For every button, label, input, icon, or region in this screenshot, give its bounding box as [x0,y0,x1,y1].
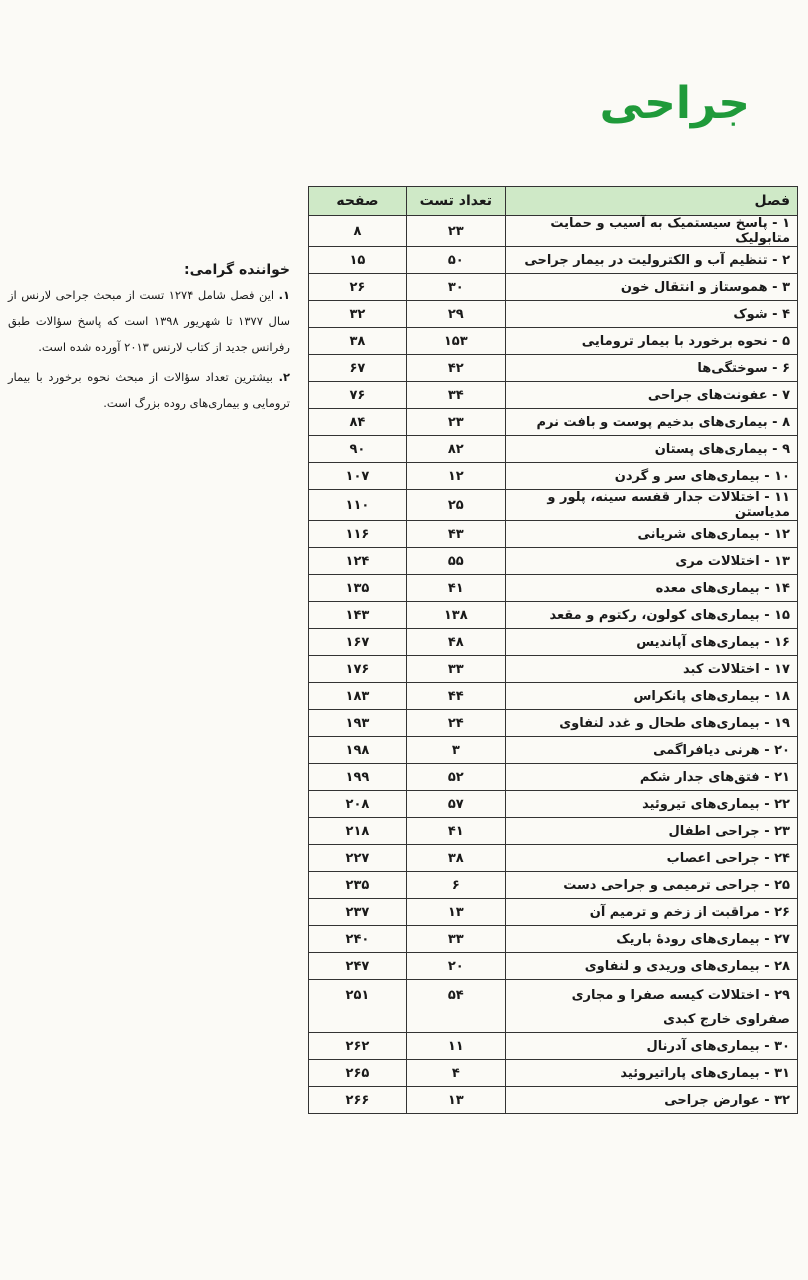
count-cell: ۲۰ [406,953,505,980]
note-item-number: ۲. [278,370,290,384]
chapter-cell: ۲۲ - بیماری‌های تیروئید [505,791,797,818]
count-cell: ۱۳ [406,899,505,926]
table-row [309,764,798,791]
table-row [309,436,798,463]
reader-note [8,262,290,420]
count-cell: ۲۳ [406,216,505,247]
table-row [309,490,798,521]
note-item-number: ۱. [278,288,290,302]
count-cell: ۳۳ [406,926,505,953]
table-row [309,1087,798,1114]
header-page: صفحه [309,187,407,216]
table-header-row [309,187,798,216]
table-row [309,274,798,301]
table-row [309,382,798,409]
count-cell: ۲۵ [406,490,505,521]
page-cell: ۱۱۶ [309,521,407,548]
page-cell: ۲۱۸ [309,818,407,845]
page-cell: ۲۵۱ [309,980,407,1033]
table-row [309,1060,798,1087]
chapter-cell: ۳۲ - عوارض جراحی [505,1087,797,1114]
count-cell: ۵۲ [406,764,505,791]
table-row [309,247,798,274]
count-cell: ۳۰ [406,274,505,301]
page-cell: ۳۸ [309,328,407,355]
chapter-cell: ۱۶ - بیماری‌های آپاندیس [505,629,797,656]
page-cell: ۹۰ [309,436,407,463]
page-cell: ۷۶ [309,382,407,409]
chapter-cell: ۱۸ - بیماری‌های پانکراس [505,683,797,710]
page-cell: ۶۷ [309,355,407,382]
count-cell: ۴۱ [406,575,505,602]
page-cell: ۱۹۸ [309,737,407,764]
table-row [309,575,798,602]
table-row [309,521,798,548]
count-cell: ۱۳۸ [406,602,505,629]
chapter-cell: ۲۱ - فتق‌های جدار شکم [505,764,797,791]
chapter-cell: ۱۹ - بیماری‌های طحال و غدد لنفاوی [505,710,797,737]
chapter-cell: ۳ - هموستاز و انتقال خون [505,274,797,301]
header-count: تعداد تست [406,187,505,216]
page-cell: ۱۰۷ [309,463,407,490]
count-cell: ۵۰ [406,247,505,274]
page-cell: ۱۵ [309,247,407,274]
chapter-cell: ۲۳ - جراحی اطفال [505,818,797,845]
chapter-cell: ۲۸ - بیماری‌های وریدی و لنفاوی [505,953,797,980]
count-cell: ۱۲ [406,463,505,490]
page-cell: ۲۶ [309,274,407,301]
table-row [309,980,798,1033]
page-cell: ۲۶۲ [309,1033,407,1060]
chapter-cell: ۲۶ - مراقبت از زخم و ترمیم آن [505,899,797,926]
chapter-cell: ۵ - نحوه برخورد با بیمار ترومایی [505,328,797,355]
chapter-cell: ۱۷ - اختلالات کبد [505,656,797,683]
table-body [309,216,798,1114]
table-row [309,683,798,710]
note-item [8,282,290,360]
table-row [309,899,798,926]
table-row [309,953,798,980]
note-item-text: این فصل شامل ۱۲۷۴ تست از مبحث جراحی لارنس از سال ۱۳۷۷ تا شهریور ۱۳۹۸ است که پاسخ سؤالات طبق رفرانس جدید از کتاب لارنس ۲۰۱۳ آورده شده است. [8,288,290,354]
chapter-cell: ۱۱ - اختلالات جدار قفسه سینه، پلور و مدیاستن [505,490,797,521]
chapter-cell: ۲۷ - بیماری‌های رودهٔ باریک [505,926,797,953]
table-row [309,409,798,436]
chapter-cell: ۱۰ - بیماری‌های سر و گردن [505,463,797,490]
page-cell: ۱۲۴ [309,548,407,575]
page-cell: ۱۴۳ [309,602,407,629]
page-cell: ۲۲۷ [309,845,407,872]
page-cell: ۲۴۰ [309,926,407,953]
chapter-cell: ۱۲ - بیماری‌های شریانی [505,521,797,548]
table-row [309,355,798,382]
chapter-cell: ۲۹ - اختلالات کیسه صفرا و مجاری صفراوی خارج کبدی [505,980,797,1033]
table-row [309,548,798,575]
note-heading: خواننده گرامی: [184,262,290,278]
page-cell: ۱۶۷ [309,629,407,656]
chapter-cell: ۱۳ - اختلالات مری [505,548,797,575]
count-cell: ۲۳ [406,409,505,436]
table-row [309,818,798,845]
count-cell: ۳ [406,737,505,764]
table-row [309,463,798,490]
chapter-cell: ۲۴ - جراحی اعصاب [505,845,797,872]
count-cell: ۲۹ [406,301,505,328]
note-item-text: بیشترین تعداد سؤالات از مبحث نحوه برخورد با بیمار ترومایی و بیماری‌های روده بزرگ است. [8,370,290,410]
page-cell: ۲۳۷ [309,899,407,926]
chapter-cell: ۶ - سوختگی‌ها [505,355,797,382]
chapter-cell: ۲۵ - جراحی ترمیمی و جراحی دست [505,872,797,899]
page-title: جراحی [599,78,750,129]
count-cell: ۴۲ [406,355,505,382]
count-cell: ۱۵۳ [406,328,505,355]
page-cell: ۱۱۰ [309,490,407,521]
table-row [309,872,798,899]
table-row [309,710,798,737]
count-cell: ۳۳ [406,656,505,683]
page-cell: ۲۳۵ [309,872,407,899]
chapter-cell: ۱۴ - بیماری‌های معده [505,575,797,602]
table-row [309,301,798,328]
chapter-cell: ۸ - بیماری‌های بدخیم پوست و بافت نرم [505,409,797,436]
count-cell: ۱۳ [406,1087,505,1114]
count-cell: ۴۴ [406,683,505,710]
page-cell: ۱۹۹ [309,764,407,791]
table-row [309,791,798,818]
chapter-cell: ۴ - شوک [505,301,797,328]
page-cell: ۲۶۶ [309,1087,407,1114]
chapter-cell: ۱ - پاسخ سیستمیک به آسیب و حمایت متابولیک [505,216,797,247]
count-cell: ۴۳ [406,521,505,548]
page-cell: ۸ [309,216,407,247]
header-chapter: فصل [505,187,797,216]
page-cell: ۲۰۸ [309,791,407,818]
chapter-cell: ۷ - عفونت‌های جراحی [505,382,797,409]
page-cell: ۱۷۶ [309,656,407,683]
count-cell: ۴ [406,1060,505,1087]
count-cell: ۵۴ [406,980,505,1033]
count-cell: ۳۸ [406,845,505,872]
chapter-cell: ۹ - بیماری‌های پستان [505,436,797,463]
chapter-cell: ۳۰ - بیماری‌های آدرنال [505,1033,797,1060]
table-row [309,845,798,872]
chapter-cell: ۳۱ - بیماری‌های پاراتیروئید [505,1060,797,1087]
table-row [309,737,798,764]
page-cell: ۱۳۵ [309,575,407,602]
count-cell: ۴۸ [406,629,505,656]
table-row [309,602,798,629]
count-cell: ۶ [406,872,505,899]
table-row [309,656,798,683]
chapter-cell: ۱۵ - بیماری‌های کولون، رکتوم و مقعد [505,602,797,629]
chapter-cell: ۲۰ - هرنی دیافراگمی [505,737,797,764]
chapters-table [308,186,798,1114]
page-cell: ۱۹۳ [309,710,407,737]
table-row [309,629,798,656]
count-cell: ۸۲ [406,436,505,463]
count-cell: ۵۵ [406,548,505,575]
page-cell: ۲۶۵ [309,1060,407,1087]
count-cell: ۵۷ [406,791,505,818]
table-row [309,1033,798,1060]
count-cell: ۱۱ [406,1033,505,1060]
count-cell: ۳۴ [406,382,505,409]
table-row [309,926,798,953]
note-item [8,364,290,416]
page-cell: ۸۴ [309,409,407,436]
chapter-cell: ۲ - تنظیم آب و الکترولیت در بیمار جراحی [505,247,797,274]
page-cell: ۳۲ [309,301,407,328]
table-row [309,328,798,355]
count-cell: ۴۱ [406,818,505,845]
count-cell: ۲۴ [406,710,505,737]
table-row [309,216,798,247]
page-cell: ۲۴۷ [309,953,407,980]
page-cell: ۱۸۳ [309,683,407,710]
